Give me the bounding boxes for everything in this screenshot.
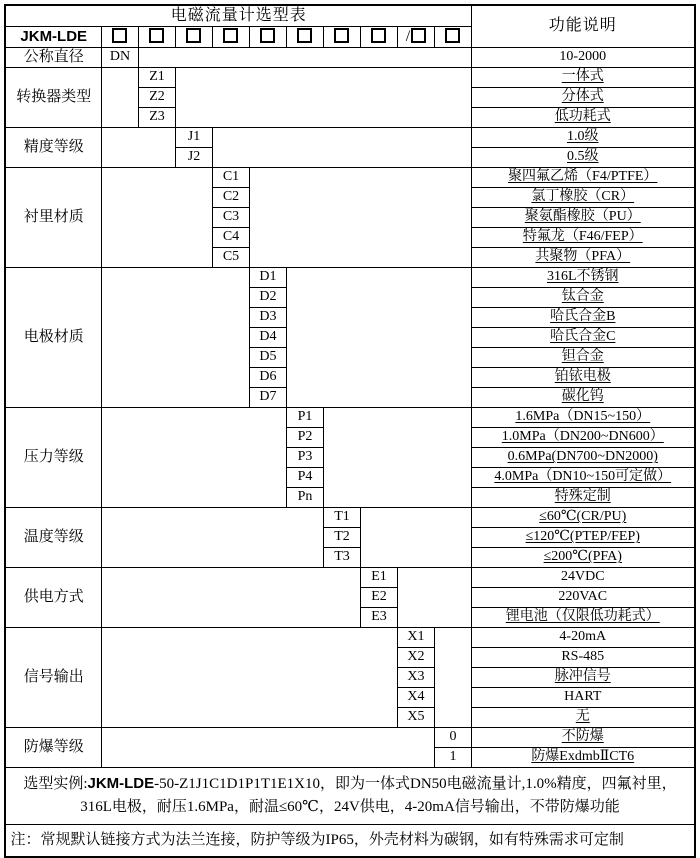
option-description-link[interactable]: 哈氏合金B	[472, 308, 695, 328]
example-model-code: JKM-LDE	[87, 775, 155, 792]
model-option-cell	[175, 27, 212, 48]
option-code: D2	[249, 288, 286, 308]
option-description: 10-2000	[472, 48, 695, 68]
model-option-cell	[138, 27, 175, 48]
option-code: P2	[286, 428, 323, 448]
option-description-link[interactable]: ≤120℃(PTEP/FEP)	[472, 528, 695, 548]
model-option-cell	[360, 27, 397, 48]
option-code: P4	[286, 468, 323, 488]
option-description-link[interactable]: 聚四氟乙烯（F4/PTFE）	[472, 168, 695, 188]
empty-cell	[397, 568, 471, 628]
empty-cell	[101, 568, 360, 628]
option-description-link[interactable]: 钽合金	[472, 348, 695, 368]
empty-cell	[286, 268, 471, 408]
function-description-header: 功能说明	[472, 5, 695, 48]
option-code: C5	[212, 248, 249, 268]
option-description-link[interactable]: 1.6MPa（DN15~150）	[472, 408, 695, 428]
empty-cell	[249, 168, 471, 268]
option-description-link[interactable]: 316L不锈钢	[472, 268, 695, 288]
checkbox-icon[interactable]	[297, 28, 312, 43]
option-description: 4-20mA	[472, 628, 695, 648]
model-code: JKM-LDE	[5, 27, 101, 48]
option-description-link[interactable]: 低功耗式	[472, 108, 695, 128]
empty-cell	[434, 628, 471, 728]
option-code: T2	[323, 528, 360, 548]
slash-separator: /	[405, 28, 411, 46]
category-label: 防爆等级	[5, 728, 101, 768]
option-description-link[interactable]: 0.6MPa(DN700~DN2000)	[472, 448, 695, 468]
option-code: D1	[249, 268, 286, 288]
option-code: 1	[434, 748, 471, 768]
option-code: P1	[286, 408, 323, 428]
option-description-link[interactable]: 聚氨酯橡胶（PU）	[472, 208, 695, 228]
option-code: D6	[249, 368, 286, 388]
option-description-link[interactable]: 锂电池（仅限低功耗式）	[472, 608, 695, 628]
checkbox-icon[interactable]	[445, 28, 460, 43]
option-code: X4	[397, 688, 434, 708]
category-label: 信号输出	[5, 628, 101, 728]
option-description: RS-485	[472, 648, 695, 668]
option-code: D7	[249, 388, 286, 408]
option-code: Z3	[138, 108, 175, 128]
empty-cell	[101, 168, 212, 268]
option-row	[5, 48, 694, 68]
option-description-link[interactable]: 不防爆	[472, 728, 695, 748]
category-label: 衬里材质	[5, 168, 101, 268]
option-code: T3	[323, 548, 360, 568]
option-description-link[interactable]: 共聚物（PFA）	[472, 248, 695, 268]
option-description: HART	[472, 688, 695, 708]
option-code: C2	[212, 188, 249, 208]
checkbox-icon[interactable]	[260, 28, 275, 43]
empty-cell	[101, 408, 286, 508]
option-row	[5, 268, 694, 288]
option-row	[5, 568, 694, 588]
option-description-link[interactable]: ≤200℃(PFA)	[472, 548, 695, 568]
option-code: D3	[249, 308, 286, 328]
option-code: X2	[397, 648, 434, 668]
option-description-link[interactable]: 1.0MPa（DN200~DN600）	[472, 428, 695, 448]
option-description: 220VAC	[472, 588, 695, 608]
option-row	[5, 128, 694, 148]
option-code: T1	[323, 508, 360, 528]
example-prefix: 选型实例:	[23, 776, 88, 792]
option-code: C1	[212, 168, 249, 188]
option-description-link[interactable]: 特殊定制	[472, 488, 695, 508]
option-code: C4	[212, 228, 249, 248]
title-row	[5, 5, 694, 27]
empty-cell	[323, 408, 471, 508]
option-description-link[interactable]: 铂铱电极	[472, 368, 695, 388]
example-row	[5, 768, 694, 825]
option-row	[5, 168, 694, 188]
option-description-link[interactable]: 哈氏合金C	[472, 328, 695, 348]
option-description-link[interactable]: 防爆ExdmbⅡCT6	[472, 748, 695, 768]
option-code: J1	[175, 128, 212, 148]
option-description-link[interactable]: 脉冲信号	[472, 668, 695, 688]
empty-cell	[101, 268, 249, 408]
option-code: P3	[286, 448, 323, 468]
model-option-cell	[212, 27, 249, 48]
option-row	[5, 628, 694, 648]
checkbox-icon[interactable]	[411, 28, 426, 43]
checkbox-icon[interactable]	[112, 28, 127, 43]
empty-cell	[101, 628, 397, 728]
option-description: 24VDC	[472, 568, 695, 588]
option-description-link[interactable]: 钛合金	[472, 288, 695, 308]
option-row	[5, 508, 694, 528]
option-code: Z1	[138, 68, 175, 88]
checkbox-icon[interactable]	[371, 28, 386, 43]
option-code: D5	[249, 348, 286, 368]
category-label: 温度等级	[5, 508, 101, 568]
empty-cell	[212, 128, 471, 168]
category-label: 供电方式	[5, 568, 101, 628]
category-label: 转换器类型	[5, 68, 101, 128]
empty-cell	[101, 128, 175, 168]
option-code: Pn	[286, 488, 323, 508]
option-row	[5, 728, 694, 748]
option-code: X5	[397, 708, 434, 728]
table-title: 电磁流量计选型表	[5, 5, 471, 27]
checkbox-icon[interactable]	[223, 28, 238, 43]
option-code: X3	[397, 668, 434, 688]
empty-cell	[360, 508, 471, 568]
checkbox-icon[interactable]	[186, 28, 201, 43]
option-description-link[interactable]: 4.0MPa（DN10~150可定做）	[472, 468, 695, 488]
option-description-link[interactable]: ≤60℃(CR/PU)	[472, 508, 695, 528]
model-option-cell	[397, 27, 434, 48]
option-code: E1	[360, 568, 397, 588]
flowmeter-selection-page	[0, 4, 700, 848]
option-description-link[interactable]: 特氟龙（F46/FEP）	[472, 228, 695, 248]
checkbox-icon[interactable]	[334, 28, 349, 43]
model-option-cell	[101, 27, 138, 48]
option-description-link[interactable]: 一体式	[472, 68, 695, 88]
option-code: J2	[175, 148, 212, 168]
model-option-cell	[323, 27, 360, 48]
option-code: D4	[249, 328, 286, 348]
option-code: E3	[360, 608, 397, 628]
category-label: 公称直径	[5, 48, 101, 68]
option-description-link[interactable]: 分体式	[472, 88, 695, 108]
option-description-link[interactable]: 无	[472, 708, 695, 728]
option-code: X1	[397, 628, 434, 648]
option-row	[5, 408, 694, 428]
option-description-link[interactable]: 0.5级	[472, 148, 695, 168]
model-option-cell	[434, 27, 471, 48]
option-code: C3	[212, 208, 249, 228]
checkbox-icon[interactable]	[149, 28, 164, 43]
option-description-link[interactable]: 碳化钨	[472, 388, 695, 408]
option-row	[5, 68, 694, 88]
example-note	[5, 768, 694, 825]
category-label: 精度等级	[5, 128, 101, 168]
option-code: DN	[101, 48, 138, 68]
option-code: Z2	[138, 88, 175, 108]
selection-table	[4, 4, 695, 858]
footer-note-row	[5, 824, 694, 857]
option-code: E2	[360, 588, 397, 608]
category-label: 电极材质	[5, 268, 101, 408]
empty-cell	[175, 68, 471, 128]
empty-cell	[101, 728, 434, 768]
footer-note: 注：常规默认链接方式为法兰连接，防护等级为IP65，外壳材料为碳钢，如有特殊需求可定制	[5, 824, 694, 857]
empty-cell	[101, 68, 138, 128]
option-description-link[interactable]: 氯丁橡胶（CR）	[472, 188, 695, 208]
option-description-link[interactable]: 1.0级	[472, 128, 695, 148]
model-option-cell	[249, 27, 286, 48]
example-text: -50-Z1J1C1D1P1T1E1X10，即为一体式DN50电磁流量计,1.0%精度，四氟衬里，316L电极，耐压1.6MPa，耐温≤60℃，24V供电，4-20mA信号输出，不带防爆功能	[80, 776, 677, 816]
model-option-cell	[286, 27, 323, 48]
empty-cell	[101, 508, 323, 568]
category-label: 压力等级	[5, 408, 101, 508]
option-code: 0	[434, 728, 471, 748]
empty-cell	[138, 48, 471, 68]
